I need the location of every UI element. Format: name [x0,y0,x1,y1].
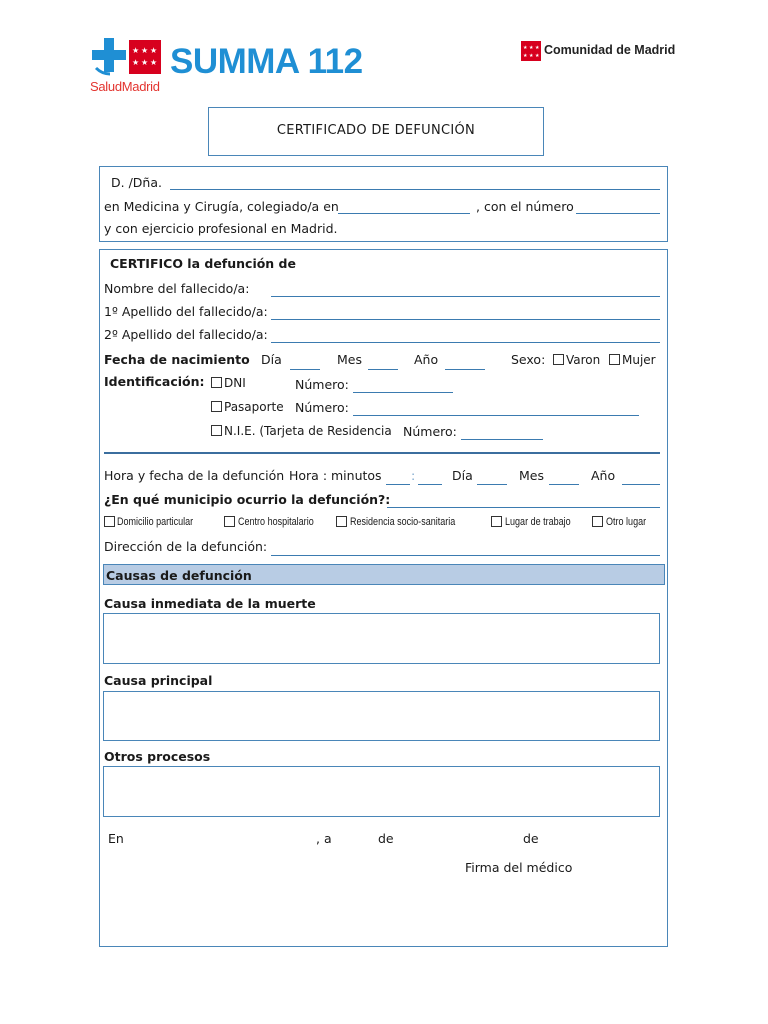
surname1-label: 1º Apellido del fallecido/a: [104,304,268,319]
svg-text:★: ★ [141,46,149,55]
birth-year-label: Año [414,352,439,367]
nie-number-field[interactable] [461,439,543,440]
female-label: Mujer [622,353,656,367]
place-residence-label: Residencia socio-sanitaria [350,516,456,528]
male-checkbox[interactable] [553,354,564,365]
college-field[interactable] [338,213,470,214]
doctor-number-field[interactable] [576,213,660,214]
death-hour-label: Hora : minutos [289,468,382,483]
birth-month-label: Mes [337,352,362,367]
birth-date-label: Fecha de nacimiento [104,352,250,367]
place-en-label: En [108,831,124,846]
surname2-label: 2º Apellido del fallecido/a: [104,327,268,342]
signature-label: Firma del médico [465,860,573,875]
death-address-field[interactable] [271,555,660,556]
passport-checkbox[interactable] [211,401,222,412]
doctor-name-label: D. /Dña. [111,175,162,190]
region-name: Comunidad de Madrid [544,43,676,57]
dni-number-label: Número: [295,377,349,392]
death-address-label: Dirección de la defunción: [104,539,268,554]
svg-text:★: ★ [529,45,534,51]
identification-label: Identificación: [104,374,205,389]
doctor-name-field[interactable] [170,189,660,190]
summa-logo-cross-icon [92,38,128,78]
date-a-label: , a [316,831,332,846]
madrid-logo-icon [521,41,541,61]
doctor-college-label: en Medicina y Cirugía, colegiado/a en [104,199,339,214]
place-hospital-label: Centro hospitalario [238,516,314,528]
place-home-checkbox[interactable] [104,516,115,527]
other-processes-field[interactable] [103,766,660,817]
causes-header-label: Causas de defunción [106,568,252,583]
document-title: CERTIFICADO DE DEFUNCIÓN [276,123,476,138]
deceased-name-field[interactable] [271,296,660,297]
principal-cause-field[interactable] [103,691,660,741]
place-other-label: Otro lugar [606,516,647,528]
svg-text:★: ★ [529,53,534,59]
svg-text:★: ★ [150,46,158,55]
nie-label: N.I.E. (Tarjeta de Residencia [224,424,392,438]
doctor-practice-text: y con ejercicio profesional en Madrid. [104,221,338,236]
female-checkbox[interactable] [609,354,620,365]
male-label: Varon [566,353,601,367]
death-minutes-field[interactable] [418,484,442,485]
sex-label: Sexo: [511,352,546,367]
svg-text:★: ★ [150,58,158,67]
deceased-name-label: Nombre del fallecido/a: [104,281,250,296]
place-other-checkbox[interactable] [592,516,603,527]
svg-text:★: ★ [523,45,528,51]
hour-colon: : [411,468,416,483]
brand-name: SUMMA 112 [170,42,363,81]
madrid-flag-icon [129,40,161,74]
immediate-cause-label: Causa inmediata de la muerte [104,596,316,611]
death-month-field[interactable] [549,484,579,485]
other-processes-label: Otros procesos [104,749,211,764]
death-datetime-label: Hora y fecha de la defunción [104,468,285,483]
section-divider [104,452,660,454]
birth-day-field[interactable] [290,369,320,370]
svg-text:★: ★ [132,46,140,55]
place-hospital-checkbox[interactable] [224,516,235,527]
municipality-label: ¿En qué municipio ocurrio la defunción?: [104,492,391,507]
nie-number-label: Número: [403,424,457,439]
death-month-label: Mes [519,468,544,483]
death-year-label: Año [591,468,616,483]
place-residence-checkbox[interactable] [336,516,347,527]
dni-label: DNI [224,376,246,390]
sub-brand: SaludMadrid [90,79,160,94]
birth-year-field[interactable] [445,369,485,370]
certify-heading: CERTIFICO la defunción de [110,256,296,271]
principal-cause-label: Causa principal [104,673,213,688]
death-day-label: Día [452,468,473,483]
place-home-label: Domicilio particular [117,516,194,528]
birth-day-label: Día [261,352,282,367]
passport-number-field[interactable] [353,415,639,416]
dni-number-field[interactable] [353,392,453,393]
dni-checkbox[interactable] [211,377,222,388]
date-de-label-2: de [523,831,539,846]
date-de-label-1: de [378,831,394,846]
municipality-field[interactable] [387,507,660,508]
death-year-field[interactable] [622,484,660,485]
svg-text:★: ★ [141,58,149,67]
svg-text:★: ★ [132,58,140,67]
immediate-cause-field[interactable] [103,613,660,664]
surname2-field[interactable] [271,342,660,343]
passport-number-label: Número: [295,400,349,415]
passport-label: Pasaporte [224,400,284,414]
surname1-field[interactable] [271,319,660,320]
doctor-number-label: , con el número [476,199,574,214]
svg-text:★: ★ [535,53,540,59]
svg-text:★: ★ [535,45,540,51]
death-hour-field[interactable] [386,484,410,485]
place-work-label: Lugar de trabajo [505,516,571,528]
place-work-checkbox[interactable] [491,516,502,527]
svg-text:★: ★ [523,53,528,59]
death-day-field[interactable] [477,484,507,485]
nie-checkbox[interactable] [211,425,222,436]
birth-month-field[interactable] [368,369,398,370]
